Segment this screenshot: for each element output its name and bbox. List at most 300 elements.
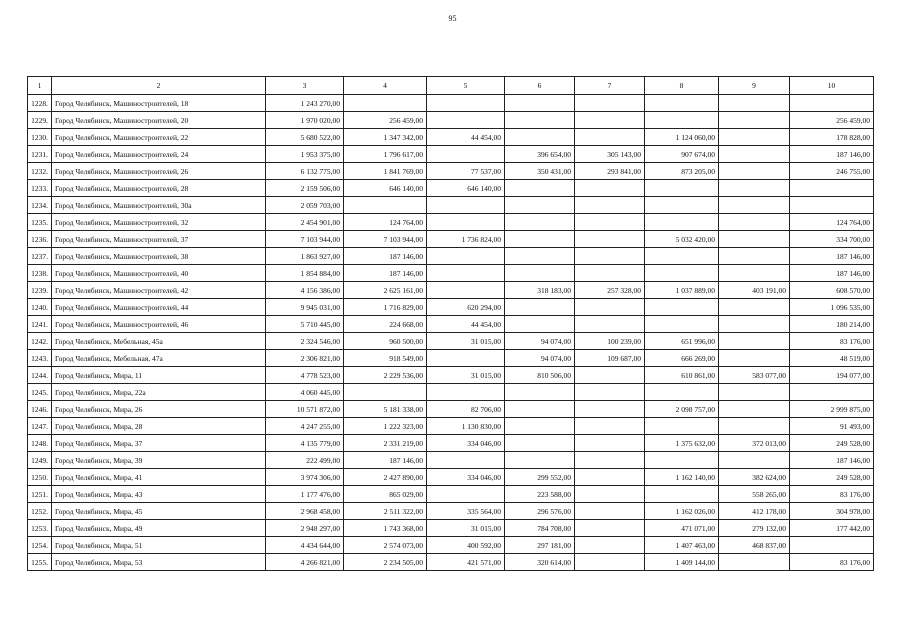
value-cell-9 xyxy=(719,95,790,112)
value-cell-8 xyxy=(645,418,719,435)
address-cell: Город Челябинск, Машиностроителей, 46 xyxy=(52,316,266,333)
value-cell-8: 1 375 632,00 xyxy=(645,435,719,452)
table-row xyxy=(28,180,874,197)
table-row xyxy=(28,520,874,537)
table-row xyxy=(28,401,874,418)
table-row xyxy=(28,316,874,333)
value-cell-9 xyxy=(719,384,790,401)
value-cell-3: 9 945 031,00 xyxy=(266,299,344,316)
value-cell-5: 620 294,00 xyxy=(427,299,505,316)
address-cell: Город Челябинск, Машиностроителей, 24 xyxy=(52,146,266,163)
value-cell-3: 4 434 644,00 xyxy=(266,537,344,554)
address-cell: Город Челябинск, Мира, 26 xyxy=(52,401,266,418)
column-header-2: 2 xyxy=(52,77,266,95)
value-cell-3: 1 863 927,00 xyxy=(266,248,344,265)
value-cell-6 xyxy=(505,231,575,248)
column-header-3: 3 xyxy=(266,77,344,95)
address-cell: Город Челябинск, Мебельная, 45а xyxy=(52,333,266,350)
value-cell-9: 468 837,00 xyxy=(719,537,790,554)
value-cell-6 xyxy=(505,452,575,469)
row-number: 1235. xyxy=(28,214,52,231)
address-cell: Город Челябинск, Машиностроителей, 38 xyxy=(52,248,266,265)
value-cell-9: 279 132,00 xyxy=(719,520,790,537)
value-cell-3: 7 103 944,00 xyxy=(266,231,344,248)
value-cell-6: 810 506,00 xyxy=(505,367,575,384)
table-row xyxy=(28,197,874,214)
value-cell-9 xyxy=(719,333,790,350)
value-cell-7 xyxy=(575,503,645,520)
value-cell-7 xyxy=(575,418,645,435)
value-cell-6 xyxy=(505,435,575,452)
value-cell-4: 1 796 617,00 xyxy=(344,146,427,163)
value-cell-9: 583 077,00 xyxy=(719,367,790,384)
value-cell-3: 3 974 306,00 xyxy=(266,469,344,486)
value-cell-3: 2 324 546,00 xyxy=(266,333,344,350)
value-cell-6: 318 183,00 xyxy=(505,282,575,299)
table-row xyxy=(28,282,874,299)
address-cell: Город Челябинск, Мира, 49 xyxy=(52,520,266,537)
table-row xyxy=(28,469,874,486)
value-cell-3: 2 454 901,00 xyxy=(266,214,344,231)
value-cell-5: 44 454,00 xyxy=(427,316,505,333)
address-cell: Город Челябинск, Машиностроителей, 30а xyxy=(52,197,266,214)
value-cell-9 xyxy=(719,112,790,129)
value-cell-7 xyxy=(575,469,645,486)
value-cell-6 xyxy=(505,265,575,282)
row-number: 1255. xyxy=(28,554,52,571)
value-cell-4: 1 841 769,00 xyxy=(344,163,427,180)
value-cell-9 xyxy=(719,299,790,316)
value-cell-4: 187 146,00 xyxy=(344,248,427,265)
page-number: 95 xyxy=(448,14,457,23)
address-cell: Город Челябинск, Мира, 53 xyxy=(52,554,266,571)
value-cell-5: 77 537,00 xyxy=(427,163,505,180)
row-number: 1234. xyxy=(28,197,52,214)
value-cell-10 xyxy=(790,180,874,197)
value-cell-9 xyxy=(719,129,790,146)
value-cell-4: 187 146,00 xyxy=(344,265,427,282)
value-cell-8: 610 861,00 xyxy=(645,367,719,384)
value-cell-8: 873 205,00 xyxy=(645,163,719,180)
value-cell-7: 293 841,00 xyxy=(575,163,645,180)
value-cell-7: 109 687,00 xyxy=(575,350,645,367)
value-cell-8: 1 162 140,00 xyxy=(645,469,719,486)
value-cell-4 xyxy=(344,95,427,112)
row-number: 1242. xyxy=(28,333,52,350)
value-cell-5: 44 454,00 xyxy=(427,129,505,146)
value-cell-5: 334 046,00 xyxy=(427,469,505,486)
value-cell-5 xyxy=(427,486,505,503)
address-cell: Город Челябинск, Мира, 39 xyxy=(52,452,266,469)
value-cell-7 xyxy=(575,554,645,571)
value-cell-10: 177 442,00 xyxy=(790,520,874,537)
table-row xyxy=(28,299,874,316)
value-cell-9 xyxy=(719,197,790,214)
value-cell-10: 83 176,00 xyxy=(790,554,874,571)
value-cell-9: 403 191,00 xyxy=(719,282,790,299)
value-cell-8: 471 071,00 xyxy=(645,520,719,537)
table-row xyxy=(28,452,874,469)
value-cell-8 xyxy=(645,95,719,112)
table-row xyxy=(28,418,874,435)
value-cell-8 xyxy=(645,197,719,214)
value-cell-10: 1 096 535,00 xyxy=(790,299,874,316)
value-cell-8 xyxy=(645,265,719,282)
value-cell-3: 1 177 476,00 xyxy=(266,486,344,503)
table-row xyxy=(28,350,874,367)
value-cell-8: 666 269,00 xyxy=(645,350,719,367)
value-cell-8: 907 674,00 xyxy=(645,146,719,163)
value-cell-8 xyxy=(645,248,719,265)
value-cell-5: 646 140,00 xyxy=(427,180,505,197)
value-cell-6 xyxy=(505,316,575,333)
column-header-10: 10 xyxy=(790,77,874,95)
value-cell-3: 222 499,00 xyxy=(266,452,344,469)
value-cell-6: 94 074,00 xyxy=(505,350,575,367)
address-cell: Город Челябинск, Мира, 51 xyxy=(52,537,266,554)
value-cell-8 xyxy=(645,384,719,401)
value-cell-3: 4 778 523,00 xyxy=(266,367,344,384)
value-cell-4 xyxy=(344,197,427,214)
value-cell-5 xyxy=(427,112,505,129)
value-cell-6 xyxy=(505,248,575,265)
value-cell-10: 187 146,00 xyxy=(790,146,874,163)
value-cell-7 xyxy=(575,265,645,282)
value-cell-10: 83 176,00 xyxy=(790,333,874,350)
value-cell-7 xyxy=(575,214,645,231)
value-cell-9 xyxy=(719,316,790,333)
value-cell-10: 180 214,00 xyxy=(790,316,874,333)
value-cell-7 xyxy=(575,384,645,401)
value-cell-7 xyxy=(575,299,645,316)
value-cell-10: 178 828,00 xyxy=(790,129,874,146)
value-cell-5: 334 046,00 xyxy=(427,435,505,452)
value-cell-10 xyxy=(790,384,874,401)
value-cell-10: 334 700,00 xyxy=(790,231,874,248)
table-row xyxy=(28,163,874,180)
value-cell-3: 2 948 297,00 xyxy=(266,520,344,537)
address-cell: Город Челябинск, Мира, 37 xyxy=(52,435,266,452)
row-number: 1244. xyxy=(28,367,52,384)
value-cell-3: 4 135 779,00 xyxy=(266,435,344,452)
value-cell-8 xyxy=(645,299,719,316)
value-cell-9 xyxy=(719,248,790,265)
column-header-8: 8 xyxy=(645,77,719,95)
value-cell-10 xyxy=(790,197,874,214)
address-cell: Город Челябинск, Машиностроителей, 37 xyxy=(52,231,266,248)
table-row xyxy=(28,554,874,571)
value-cell-4: 1 222 323,00 xyxy=(344,418,427,435)
value-cell-4: 7 103 944,00 xyxy=(344,231,427,248)
value-cell-6 xyxy=(505,180,575,197)
table-row xyxy=(28,367,874,384)
value-cell-7 xyxy=(575,452,645,469)
value-cell-9 xyxy=(719,146,790,163)
value-cell-7 xyxy=(575,486,645,503)
row-number: 1252. xyxy=(28,503,52,520)
value-cell-4: 2 574 073,00 xyxy=(344,537,427,554)
row-number: 1240. xyxy=(28,299,52,316)
value-cell-4: 2 625 161,00 xyxy=(344,282,427,299)
value-cell-3: 2 306 821,00 xyxy=(266,350,344,367)
value-cell-6: 94 074,00 xyxy=(505,333,575,350)
address-cell: Город Челябинск, Мира, 43 xyxy=(52,486,266,503)
value-cell-5: 1 736 824,00 xyxy=(427,231,505,248)
value-cell-6: 296 576,00 xyxy=(505,503,575,520)
row-number: 1249. xyxy=(28,452,52,469)
address-cell: Город Челябинск, Машиностроителей, 40 xyxy=(52,265,266,282)
table-row xyxy=(28,146,874,163)
value-cell-7 xyxy=(575,95,645,112)
row-number: 1229. xyxy=(28,112,52,129)
table-row xyxy=(28,214,874,231)
table-row xyxy=(28,231,874,248)
row-number: 1246. xyxy=(28,401,52,418)
value-cell-5 xyxy=(427,214,505,231)
value-cell-4: 960 500,00 xyxy=(344,333,427,350)
column-header-5: 5 xyxy=(427,77,505,95)
value-cell-6 xyxy=(505,129,575,146)
table-body xyxy=(28,95,874,571)
table-row xyxy=(28,129,874,146)
value-cell-10 xyxy=(790,95,874,112)
value-cell-4: 1 743 368,00 xyxy=(344,520,427,537)
value-cell-10: 48 519,00 xyxy=(790,350,874,367)
value-cell-4: 2 234 505,00 xyxy=(344,554,427,571)
row-number: 1253. xyxy=(28,520,52,537)
value-cell-8: 651 996,00 xyxy=(645,333,719,350)
value-cell-3: 4 060 445,00 xyxy=(266,384,344,401)
row-number: 1228. xyxy=(28,95,52,112)
value-cell-7 xyxy=(575,112,645,129)
value-cell-3: 4 156 386,00 xyxy=(266,282,344,299)
value-cell-7 xyxy=(575,537,645,554)
value-cell-6: 784 708,00 xyxy=(505,520,575,537)
value-cell-4: 646 140,00 xyxy=(344,180,427,197)
value-cell-6: 299 552,00 xyxy=(505,469,575,486)
value-cell-3: 6 132 775,00 xyxy=(266,163,344,180)
value-cell-6 xyxy=(505,95,575,112)
value-cell-5: 31 015,00 xyxy=(427,367,505,384)
value-cell-4: 2 229 536,00 xyxy=(344,367,427,384)
value-cell-5: 31 015,00 xyxy=(427,520,505,537)
value-cell-10: 91 493,00 xyxy=(790,418,874,435)
value-cell-8 xyxy=(645,214,719,231)
address-cell: Город Челябинск, Мира, 45 xyxy=(52,503,266,520)
value-cell-5: 31 015,00 xyxy=(427,333,505,350)
value-cell-8 xyxy=(645,316,719,333)
value-cell-5 xyxy=(427,95,505,112)
address-cell: Город Челябинск, Мира, 22а xyxy=(52,384,266,401)
row-number: 1230. xyxy=(28,129,52,146)
value-cell-7 xyxy=(575,435,645,452)
value-cell-7 xyxy=(575,180,645,197)
value-cell-9 xyxy=(719,214,790,231)
value-cell-7 xyxy=(575,401,645,418)
value-cell-3: 5 680 522,00 xyxy=(266,129,344,146)
row-number: 1241. xyxy=(28,316,52,333)
value-cell-10: 608 570,00 xyxy=(790,282,874,299)
value-cell-10: 246 755,00 xyxy=(790,163,874,180)
value-cell-3: 1 243 270,00 xyxy=(266,95,344,112)
table-row xyxy=(28,95,874,112)
value-cell-9: 412 178,00 xyxy=(719,503,790,520)
value-cell-5 xyxy=(427,384,505,401)
value-cell-8: 1 409 144,00 xyxy=(645,554,719,571)
table-row xyxy=(28,384,874,401)
value-cell-10 xyxy=(790,537,874,554)
value-cell-9 xyxy=(719,452,790,469)
value-cell-9 xyxy=(719,554,790,571)
value-cell-3: 2 159 506,00 xyxy=(266,180,344,197)
value-cell-3: 5 710 445,00 xyxy=(266,316,344,333)
column-header-1: 1 xyxy=(28,77,52,95)
value-cell-6 xyxy=(505,384,575,401)
value-cell-7 xyxy=(575,520,645,537)
value-cell-7: 100 239,00 xyxy=(575,333,645,350)
address-cell: Город Челябинск, Машиностроителей, 20 xyxy=(52,112,266,129)
value-cell-3: 2 968 458,00 xyxy=(266,503,344,520)
table-row xyxy=(28,435,874,452)
value-cell-8: 1 407 463,00 xyxy=(645,537,719,554)
value-cell-4: 124 764,00 xyxy=(344,214,427,231)
column-header-4: 4 xyxy=(344,77,427,95)
value-cell-5 xyxy=(427,350,505,367)
value-cell-3: 1 953 375,00 xyxy=(266,146,344,163)
table-row xyxy=(28,486,874,503)
value-cell-8: 1 124 060,00 xyxy=(645,129,719,146)
value-cell-10: 187 146,00 xyxy=(790,265,874,282)
row-number: 1232. xyxy=(28,163,52,180)
row-number: 1231. xyxy=(28,146,52,163)
value-cell-8: 1 162 026,00 xyxy=(645,503,719,520)
row-number: 1239. xyxy=(28,282,52,299)
value-cell-7 xyxy=(575,367,645,384)
address-cell: Город Челябинск, Машиностроителей, 22 xyxy=(52,129,266,146)
value-cell-7: 257 328,00 xyxy=(575,282,645,299)
table-row xyxy=(28,112,874,129)
row-number: 1237. xyxy=(28,248,52,265)
value-cell-5: 335 564,00 xyxy=(427,503,505,520)
value-cell-8: 2 098 757,00 xyxy=(645,401,719,418)
value-cell-5 xyxy=(427,197,505,214)
value-cell-5 xyxy=(427,452,505,469)
row-number: 1238. xyxy=(28,265,52,282)
value-cell-5: 400 592,00 xyxy=(427,537,505,554)
address-cell: Город Челябинск, Мира, 11 xyxy=(52,367,266,384)
row-number: 1251. xyxy=(28,486,52,503)
value-cell-4: 2 427 890,00 xyxy=(344,469,427,486)
address-cell: Город Челябинск, Машиностроителей, 26 xyxy=(52,163,266,180)
row-number: 1254. xyxy=(28,537,52,554)
value-cell-9 xyxy=(719,350,790,367)
value-cell-6: 297 181,00 xyxy=(505,537,575,554)
value-cell-3: 4 266 821,00 xyxy=(266,554,344,571)
table-row xyxy=(28,248,874,265)
value-cell-6: 350 431,00 xyxy=(505,163,575,180)
value-cell-5 xyxy=(427,282,505,299)
value-cell-8 xyxy=(645,112,719,129)
value-cell-7 xyxy=(575,316,645,333)
value-cell-3: 10 571 872,00 xyxy=(266,401,344,418)
column-header-6: 6 xyxy=(505,77,575,95)
value-cell-8 xyxy=(645,452,719,469)
value-cell-4: 1 347 342,00 xyxy=(344,129,427,146)
value-cell-10: 187 146,00 xyxy=(790,248,874,265)
row-number: 1245. xyxy=(28,384,52,401)
value-cell-6: 320 614,00 xyxy=(505,554,575,571)
value-cell-8: 5 032 420,00 xyxy=(645,231,719,248)
value-cell-6 xyxy=(505,299,575,316)
value-cell-9: 382 624,00 xyxy=(719,469,790,486)
value-cell-5: 421 571,00 xyxy=(427,554,505,571)
row-number: 1247. xyxy=(28,418,52,435)
value-cell-9 xyxy=(719,163,790,180)
header-row xyxy=(28,77,874,95)
value-cell-4: 224 668,00 xyxy=(344,316,427,333)
address-cell: Город Челябинск, Машиностроителей, 44 xyxy=(52,299,266,316)
value-cell-5 xyxy=(427,248,505,265)
value-cell-4: 187 146,00 xyxy=(344,452,427,469)
value-cell-4: 2 511 322,00 xyxy=(344,503,427,520)
value-cell-3: 4 247 255,00 xyxy=(266,418,344,435)
value-cell-6: 396 654,00 xyxy=(505,146,575,163)
value-cell-5 xyxy=(427,146,505,163)
value-cell-4: 918 549,00 xyxy=(344,350,427,367)
value-cell-8: 1 037 889,00 xyxy=(645,282,719,299)
address-cell: Город Челябинск, Машиностроителей, 32 xyxy=(52,214,266,231)
row-number: 1250. xyxy=(28,469,52,486)
address-cell: Город Челябинск, Мебельная, 47а xyxy=(52,350,266,367)
value-cell-4: 256 459,00 xyxy=(344,112,427,129)
value-cell-3: 2 059 703,00 xyxy=(266,197,344,214)
value-cell-4: 5 181 338,00 xyxy=(344,401,427,418)
value-cell-6 xyxy=(505,418,575,435)
value-cell-9 xyxy=(719,180,790,197)
value-cell-7 xyxy=(575,197,645,214)
value-cell-10: 256 459,00 xyxy=(790,112,874,129)
address-cell: Город Челябинск, Мира, 28 xyxy=(52,418,266,435)
value-cell-7 xyxy=(575,231,645,248)
value-cell-6 xyxy=(505,112,575,129)
table-row xyxy=(28,333,874,350)
value-cell-9 xyxy=(719,231,790,248)
value-cell-7 xyxy=(575,129,645,146)
value-cell-9 xyxy=(719,265,790,282)
value-cell-6 xyxy=(505,197,575,214)
value-cell-10: 249 528,00 xyxy=(790,469,874,486)
value-cell-8 xyxy=(645,180,719,197)
value-cell-6 xyxy=(505,214,575,231)
value-cell-9: 372 013,00 xyxy=(719,435,790,452)
data-table xyxy=(27,76,874,571)
value-cell-9: 558 265,00 xyxy=(719,486,790,503)
address-cell: Город Челябинск, Машиностроителей, 28 xyxy=(52,180,266,197)
row-number: 1248. xyxy=(28,435,52,452)
table-row xyxy=(28,537,874,554)
value-cell-10: 304 978,00 xyxy=(790,503,874,520)
value-cell-5: 1 130 830,00 xyxy=(427,418,505,435)
table-row xyxy=(28,503,874,520)
value-cell-9 xyxy=(719,401,790,418)
row-number: 1236. xyxy=(28,231,52,248)
value-cell-7: 305 143,00 xyxy=(575,146,645,163)
value-cell-8 xyxy=(645,486,719,503)
address-cell: Город Челябинск, Машиностроителей, 18 xyxy=(52,95,266,112)
value-cell-9 xyxy=(719,418,790,435)
value-cell-4 xyxy=(344,384,427,401)
address-cell: Город Челябинск, Мира, 41 xyxy=(52,469,266,486)
